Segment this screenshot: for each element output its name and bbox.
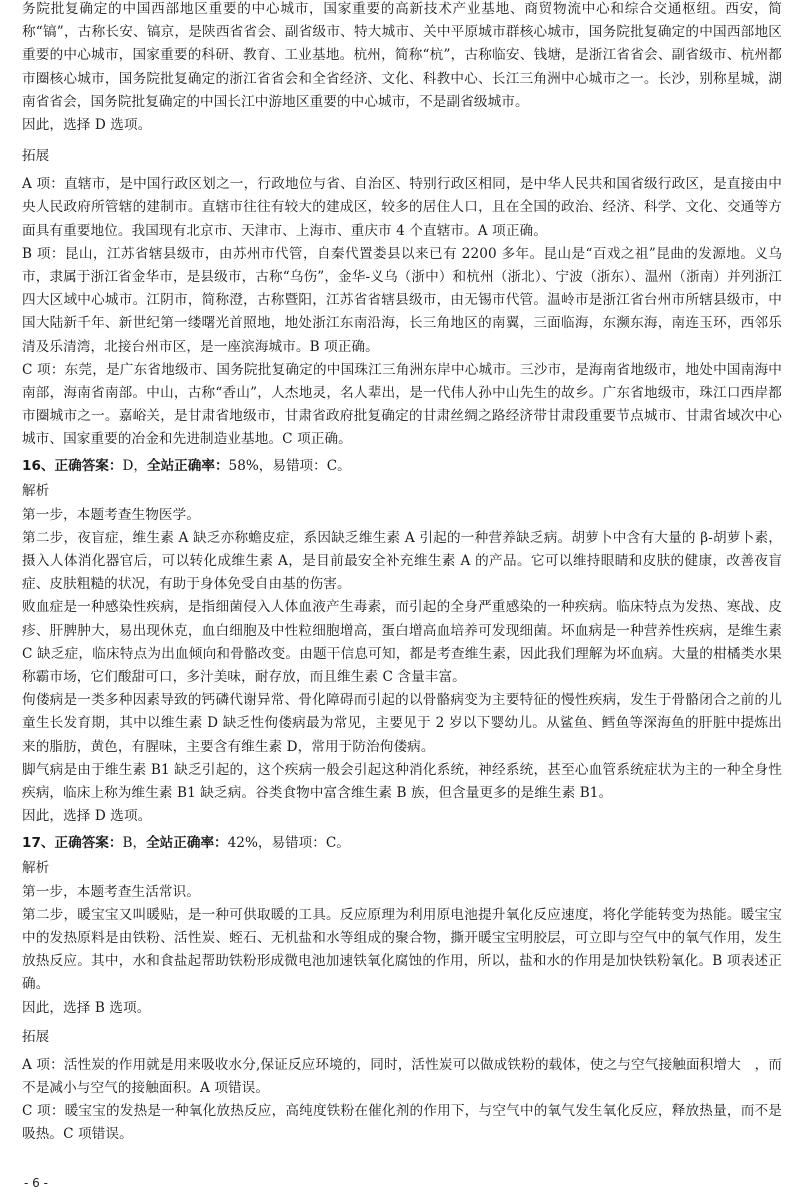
conclusion-q16: 因此，选择 D 选项。 — [22, 808, 152, 825]
expand-label-q17: 拓展 — [22, 1028, 50, 1045]
step2-q17: 第二步，暖宝宝又叫暖贴，是一种可供取暖的工具。反应原理为利用原电池提升氧化反应速度，将化学能转变为热能。暖宝宝中的发热原料是由铁粉、活性炭、蛭石、无机盐和水等组成的聚合物，撕开暖宝宝明胶层，可立即与空气中的氧气作用，发生放热反应。其中，水和食盐起帮助铁粉形成微电池加速铁氧化腐蚀的作用，所以，盐和水的作用是加快铁粉氧化。B 项表述正确。 — [22, 906, 782, 993]
expand-label-q15: 拓展 — [22, 148, 50, 165]
step2-q16: 第二步，夜盲症，维生素 A 缺乏亦称蟾皮症，系因缺乏维生素 A 引起的一种营养缺乏病。胡萝卜中含有大量的 β-胡萝卜素，摄入人体消化器官后，可以转化成维生素 A，是目前最安全补充维生素 A 的产品。它可以维持眼睛和皮肤的健康，改善夜盲症、皮肤粗糙的状况，有助于身体免受自由基的伤害。 — [22, 529, 782, 593]
answer-value: B， — [122, 834, 147, 851]
answer-line-q17 — [22, 831, 782, 855]
answer-line-q16 — [22, 454, 782, 478]
rate-label: 全站正确率： — [146, 834, 228, 851]
paragraph-septicemia: 败血症是一种感染性疾病，是指细菌侵入人体血液产生毒素，而引起的全身严重感染的一种疾病。临床特点为发热、寒战、皮疹、肝脾肿大，易出现休克，血白细胞及中性粒细胞增高，蛋白增高血培养可发现细菌。坏血病是一种营养性疾病，是维生素 C 缺乏症，临床特点为出血倾向和骨骼改变。由题干信息可知，都是考查维生素，因此我们理解为坏血病。大量的柑橘类水果称霸市场，它们酸甜可口，多汁美味，耐存放，而且维生素 C 含量丰富。 — [22, 599, 782, 686]
wrong-label: 易错项： — [271, 834, 326, 851]
conclusion-q17: 因此，选择 B 选项。 — [22, 999, 151, 1016]
paragraph-city-context: 务院批复确定的中国西部地区重要的中心城市，国家重要的高新技术产业基地、商贸物流中心和综合交通枢纽。西安，简称“镐”，古称长安、镐京，是陕西省省会、副省级市、特大城市、关中平原城市群核心城市，国务院批复确定的中国西部地区重要的中心城市，国家重要的科研、教育、工业基地。杭州，简称“杭”，古称临安、钱塘，是浙江省省会、副省级市、杭州都市圈核心城市，国务院批复确定的浙江省省会和全省经济、文化、科教中心、长江三角洲中心城市之一。长沙，别称星城，湖南省省会，国务院批复确定的中国长江中游地区重要的中心城市，不是副省级城市。 — [22, 1, 782, 110]
step1-q17: 第一步，本题考查生活常识。 — [22, 883, 201, 900]
document-page — [22, 0, 782, 1147]
option-c-q17: C 项：暖宝宝的发热是一种氧化放热反应，高纯度铁粉在催化剂的作用下，与空气中的氧气发生氧化反应，释放热量，而不是吸热。C 项错误。 — [22, 1103, 782, 1143]
option-a-q15: A 项：直辖市，是中国行政区划之一，行政地位与省、自治区、特别行政区相同，是中华人民共和国省级行政区，是直接由中央人民政府所管辖的建制市。直辖市往往有较大的建成区，较多的居住人口，且在全国的政治、经济、科学、文化、交通等方面具有重要地位。我国现有北京市、天津市、上海市、重庆市 4 个直辖市。A 项正确。 — [22, 176, 782, 239]
step1-q16: 第一步，本题考查生物医学。 — [22, 506, 201, 523]
conclusion-q15: 因此，选择 D 选项。 — [22, 117, 152, 134]
rate-value: 58%， — [228, 457, 273, 474]
paragraph-rickets: 佝偻病是一类多种因素导致的钙磷代谢异常、骨化障碍而引起的以骨骼病变为主要特征的慢性疾病，发生于骨骼闭合之前的儿童生长发育期，其中以维生素 D 缺乏性佝偻病最为常见，主要见于 2 岁以下婴幼儿。从鲨鱼、鳕鱼等深海鱼的肝脏中提炼出来的脂肪，黄色，有腥味，主要含有维生素 D，常用于防治佝偻病。 — [22, 692, 782, 755]
wrong-label: 易错项： — [272, 457, 327, 474]
option-c-q15: C 项：东莞，是广东省地级市、国务院批复确定的中国珠江三角洲东岸中心城市。三沙市，是海南省地级市，地处中国南海中南部，海南省南部。中山，古称“香山”，人杰地灵，名人辈出，是一代伟人孙中山先生的故乡。广东省地级市，珠江口西岸都市圈城市之一。嘉峪关，是甘肃省地级市，甘肃省政府批复确定的甘肃丝绸之路经济带甘肃段重要节点城市、甘肃省域次中心城市、国家重要的冶金和先进制造业基地。C 项正确。 — [22, 361, 782, 448]
answer-label: 正确答案： — [54, 834, 123, 851]
rate-value: 42%， — [227, 834, 272, 851]
page-number: - 6 - — [24, 1176, 48, 1190]
answer-value: D， — [122, 457, 147, 474]
paragraph-beriberi: 脚气病是由于维生素 B1 缺乏引起的，这个疾病一般会引起这种消化系统，神经系统，甚至心血管系统症状为主的一种全身性疾病，临床上称为维生素 B1 缺乏病。谷类食物中富含维生素 B 族，但含量更多的是维生素 B1。 — [22, 761, 782, 802]
analysis-label-q16: 解析 — [22, 482, 50, 499]
option-a-q17: A 项：活性炭的作用就是用来吸收水分,保证反应环境的，同时，活性炭可以做成铁粉的载体，使之与空气接触面积增大 ，而不是减小与空气的接触面积。A 项错误。 — [22, 1056, 782, 1096]
rate-label: 全站正确率： — [146, 457, 229, 474]
option-b-q15: B 项：昆山，江苏省辖县级市，由苏州市代管，自秦代置娄县以来已有 2200 多年。昆山是“百戏之祖”昆曲的发源地。义乌市，隶属于浙江省金华市，是县级市，古称“乌伤”，金华-义乌（浙中）和杭州（浙北）、宁波（浙东）、温州（浙南）并列浙江四大区域中心城市。江阴市，简称澄，古称暨阳，江苏省省辖县级市，由无锡市代管。温岭市是浙江省台州市所辖县级市，中国大陆新千年、新世纪第一缕曙光首照地，地处浙江东南沿海，长三角地区的南翼，三面临海，东濒东海，南连玉环，西邻乐清及乐清湾，北接台州市区，是一座滨海城市。B 项正确。 — [22, 245, 782, 355]
question-number: 17、 — [22, 834, 55, 851]
wrong-value: C。 — [326, 457, 351, 474]
answer-label: 正确答案： — [54, 457, 123, 474]
question-number: 16、 — [22, 457, 55, 474]
analysis-label-q17: 解析 — [22, 859, 50, 876]
wrong-value: C。 — [325, 834, 350, 851]
